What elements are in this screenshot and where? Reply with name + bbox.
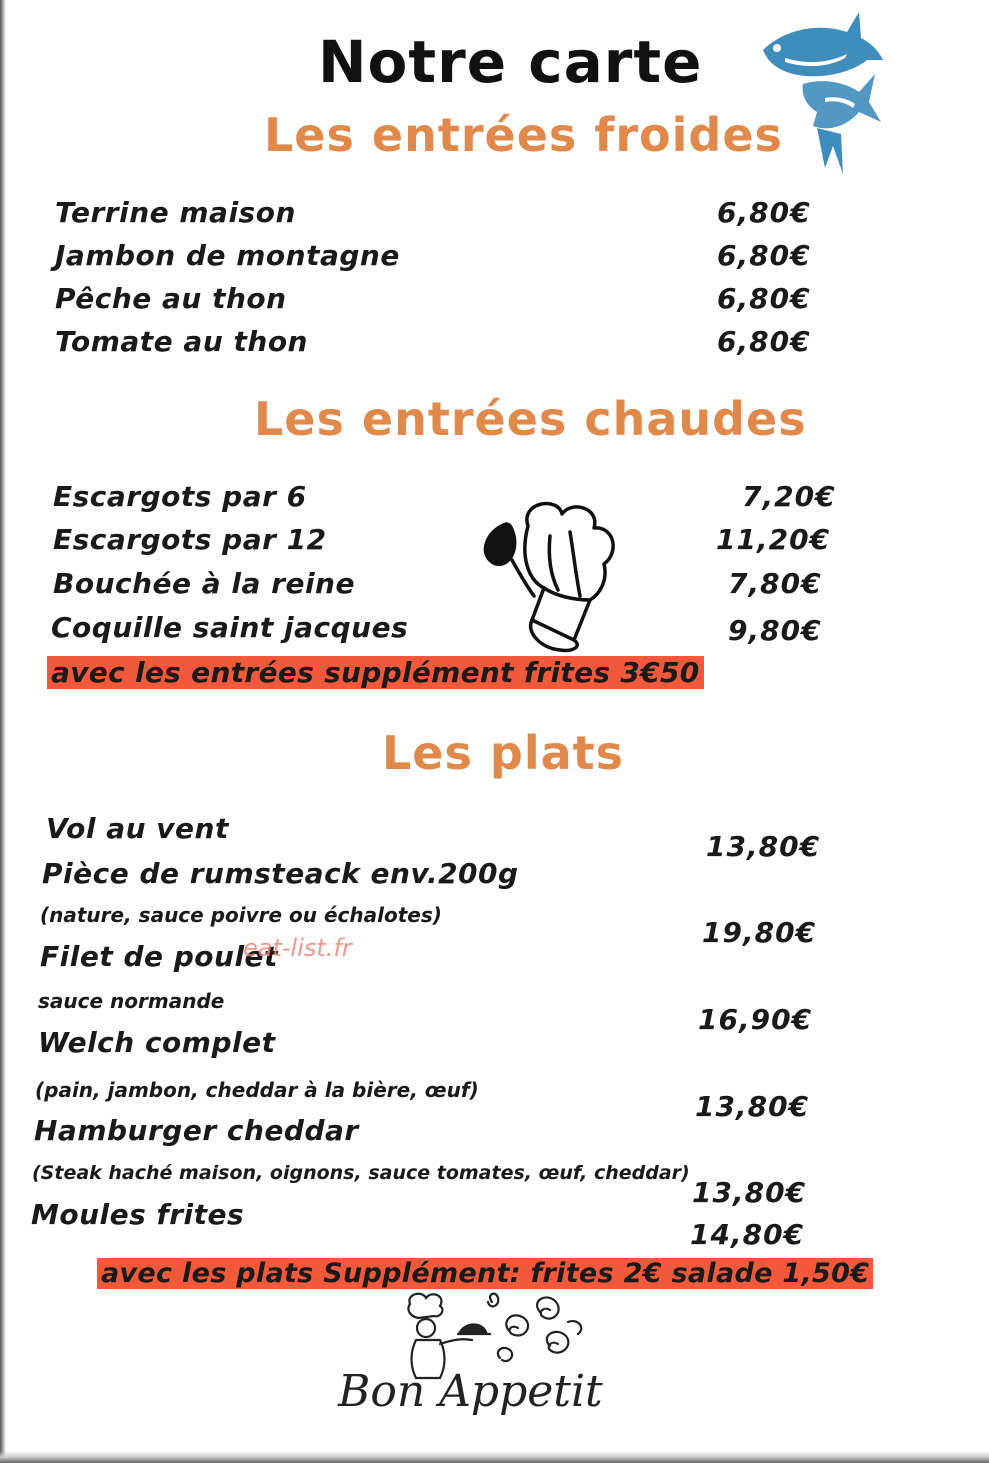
menu-item-price: 6,80€ (717, 282, 811, 315)
section-title-plats: Les plats (382, 726, 625, 780)
menu-item-name: Tomate au thon (55, 325, 308, 358)
menu-item-name: Escargots par 6 (53, 480, 307, 513)
menu-item-price: 11,20€ (716, 523, 831, 556)
menu-item-name: Jambon de montagne (55, 239, 400, 272)
section-title-entrees-chaudes: Les entrées chaudes (254, 392, 807, 446)
menu-item-price: 7,20€ (742, 480, 836, 513)
menu-item-description: sauce normande (38, 989, 225, 1013)
menu-item-name: Pêche au thon (55, 282, 287, 315)
menu-item-price: 9,80€ (728, 614, 822, 647)
menu-item-name: Moules frites (31, 1198, 245, 1231)
menu-item-price: 7,80€ (728, 567, 822, 600)
menu-item-price: 13,80€ (695, 1090, 810, 1123)
menu-item-description: (pain, jambon, cheddar à la bière, œuf) (35, 1078, 479, 1102)
menu-item-price: 6,80€ (717, 325, 811, 358)
menu-title: Notre carte (318, 28, 703, 96)
menu-item-name: Bouchée à la reine (53, 567, 355, 600)
menu-item-name: Terrine maison (55, 196, 296, 229)
menu-item-name: Hamburger cheddar (34, 1114, 359, 1147)
page-bottom-edge (0, 1451, 989, 1463)
menu-item-description: (nature, sauce poivre ou échalotes) (40, 903, 442, 927)
watermark: eat-list.fr (243, 934, 352, 962)
menu-item-price: 6,80€ (717, 196, 811, 229)
menu-item-name: Filet de poulet (40, 940, 278, 973)
menu-item-price: 19,80€ (702, 916, 817, 949)
menu-item-price: 13,80€ (706, 830, 821, 863)
chef-hat-icon (470, 496, 630, 666)
menu-item-price: 14,80€ (690, 1218, 805, 1251)
menu-item-name: Coquille saint jacques (51, 611, 409, 644)
menu-item-name: Escargots par 12 (53, 523, 327, 556)
menu-item-price: 6,80€ (717, 239, 811, 272)
menu-item-description: (Steak haché maison, oignons, sauce tomates, œuf, cheddar) (32, 1162, 690, 1184)
bon-appetit-footer: Bon Appetit (338, 1366, 603, 1417)
menu-item-name: Welch complet (38, 1026, 276, 1059)
menu-item-name: Pièce de rumsteack env.200g (42, 857, 519, 890)
section-title-entrees-froides: Les entrées froides (264, 108, 783, 162)
supplement-note-entrees: avec les entrées supplément frites 3€50 (47, 656, 704, 689)
page-left-edge (0, 0, 6, 1463)
menu-item-price: 16,90€ (698, 1003, 813, 1036)
menu-item-price: 13,80€ (692, 1176, 807, 1209)
supplement-note-plats: avec les plats Supplément: frites 2€ salade 1,50€ (97, 1258, 873, 1289)
menu-item-name: Vol au vent (46, 812, 229, 845)
